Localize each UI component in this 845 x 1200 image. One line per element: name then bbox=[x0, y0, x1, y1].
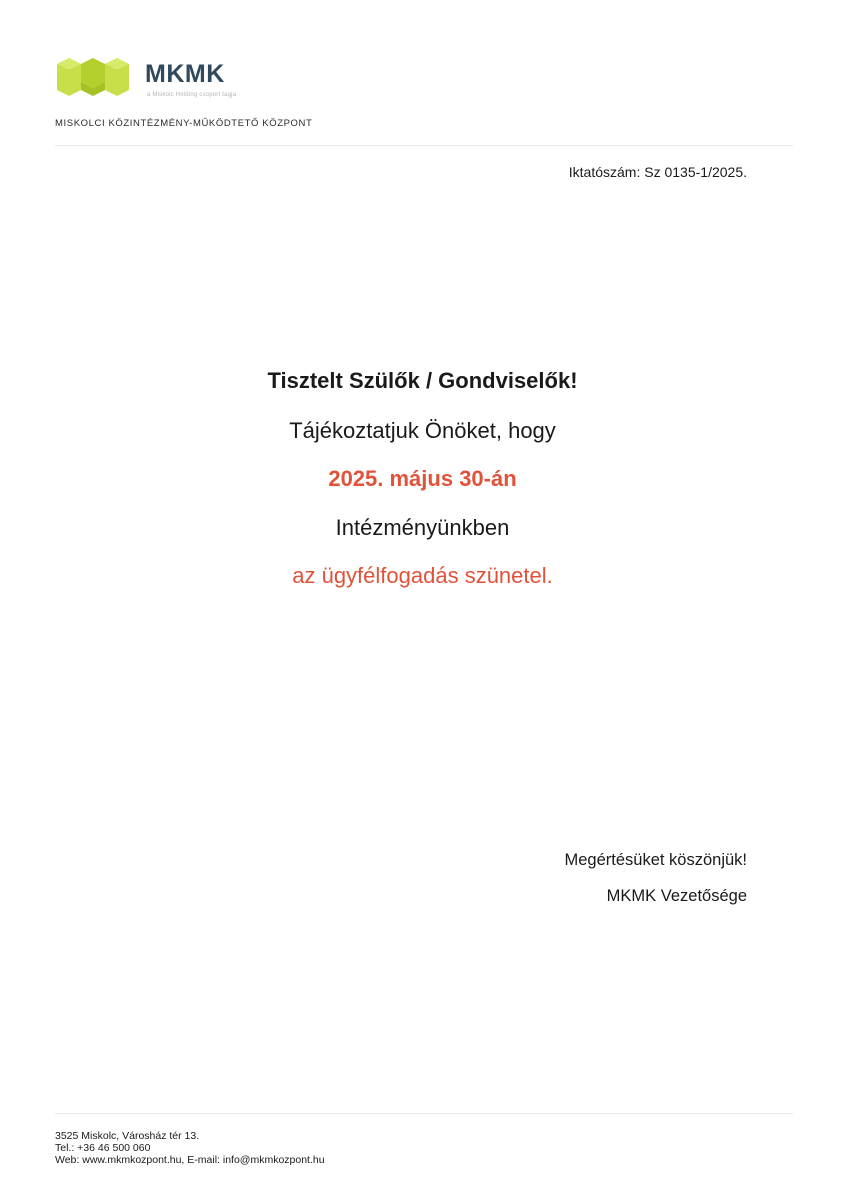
mkmk-logo bbox=[55, 52, 255, 104]
notice-greeting: Tisztelt Szülők / Gondviselők! bbox=[267, 368, 578, 393]
notice-intro: Tájékoztatjuk Önöket, hogy bbox=[289, 418, 556, 443]
organization-name: MISKOLCI KÖZINTÉZMÉNY-MŰKÖDTETŐ KÖZPONT bbox=[55, 118, 313, 129]
closing-signature: MKMK Vezetősége bbox=[606, 887, 747, 905]
logo-mark-icon bbox=[55, 52, 135, 100]
footer-contact bbox=[55, 1130, 325, 1166]
footer-web-email: Web: www.mkmkozpont.hu, E-mail: info@mkmkozpont.hu bbox=[55, 1154, 325, 1166]
footer-address: 3525 Miskolc, Városház tér 13. bbox=[55, 1130, 200, 1142]
header-divider bbox=[55, 145, 793, 146]
logo-tagline: a Miskolc Holding csoport tagja bbox=[147, 92, 237, 98]
logo-wordmark: MKMK bbox=[145, 60, 225, 88]
notice-institution: Intézményünkben bbox=[335, 515, 510, 540]
footer-divider bbox=[55, 1113, 793, 1114]
reference-number: Iktatószám: Sz 0135-1/2025. bbox=[568, 164, 747, 180]
closing-thanks: Megértésüket köszönjük! bbox=[564, 851, 747, 869]
notice-date: 2025. május 30-án bbox=[328, 466, 517, 491]
footer-phone: Tel.: +36 46 500 060 bbox=[55, 1142, 151, 1154]
notice-closure: az ügyfélfogadás szünetel. bbox=[292, 563, 553, 588]
